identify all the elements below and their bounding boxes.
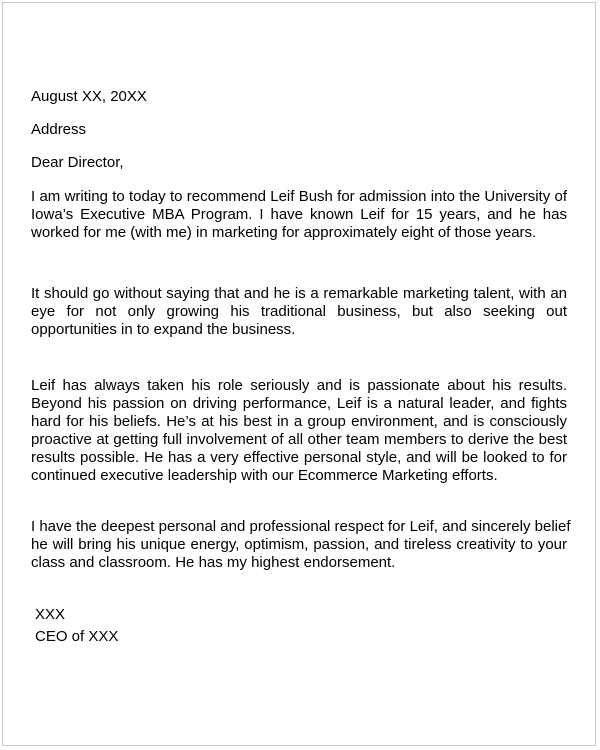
letter-salutation: Dear Director, [31, 154, 124, 171]
letter-paragraph-2 [31, 285, 567, 339]
paragraph-line: continued executive leadership with our Ecommerce Marketing efforts. [31, 467, 498, 484]
paragraph-line: proactive at getting full involvement of all other team members to derive the best [31, 431, 567, 448]
letter-page [2, 2, 596, 746]
paragraph-line: hard for his beliefs. He’s at his best in a group environment, and is consciously [31, 413, 567, 430]
letter-paragraph-3 [31, 377, 567, 485]
paragraph-line: eye for not only growing his traditional business, but also seeking out [31, 303, 567, 320]
letter-paragraph-1 [31, 188, 567, 242]
paragraph-line: results possible. He has a very effective personal style, and will be looked to for [31, 449, 567, 466]
paragraph-line: Leif has always taken his role seriously and is passionate about his results. [31, 377, 567, 394]
letter-paragraph-4 [31, 518, 571, 572]
letter-address: Address [31, 121, 87, 138]
paragraph-line: I have the deepest personal and professional respect for Leif, and sincerely belief [31, 518, 571, 535]
paragraph-line: Beyond his passion on driving performance, Leif is a natural leader, and fights [31, 395, 567, 412]
paragraph-line: I am writing to today to recommend Leif Bush for admission into the University of [31, 188, 567, 205]
paragraph-line: he will bring his unique energy, optimism, passion, and tireless creativity to your [31, 536, 567, 553]
paragraph-line: It should go without saying that and he is a remarkable marketing talent, with an [31, 285, 567, 302]
paragraph-line: opportunities in to expand the business. [31, 321, 296, 338]
paragraph-line: Iowa’s Executive MBA Program. I have known Leif for 15 years, and he has [31, 206, 567, 223]
letter-date: August XX, 20XX [31, 88, 147, 105]
paragraph-line: worked for me (with me) in marketing for approximately eight of those years. [31, 224, 537, 241]
signature-title: CEO of XXX [35, 628, 119, 645]
paragraph-line: class and classroom. He has my highest endorsement. [31, 554, 396, 571]
signature-name: XXX [35, 606, 66, 623]
